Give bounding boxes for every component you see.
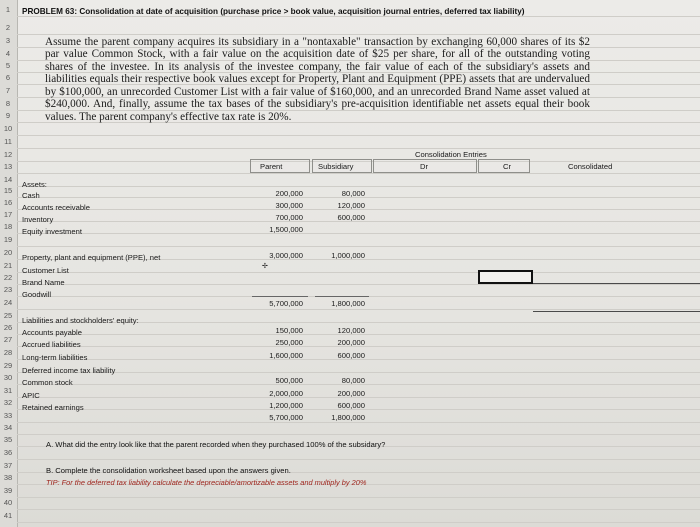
row-number: 31 <box>3 386 13 395</box>
cr-header: Cr <box>503 162 512 171</box>
row-number: 17 <box>3 210 13 219</box>
parent-total-assets: 5,700,000 <box>269 299 303 308</box>
parent-accrued: 250,000 <box>275 338 303 347</box>
parent-ap: 150,000 <box>275 326 303 335</box>
ar-label: Accounts receivable <box>22 203 90 212</box>
parent-total-le: 5,700,000 <box>269 413 303 422</box>
parent-header: Parent <box>260 162 283 171</box>
goodwill-label: Goodwill <box>22 290 52 299</box>
parent-equity-investment: 1,500,000 <box>269 225 303 234</box>
row-number: 32 <box>3 398 13 407</box>
row-number: 39 <box>3 486 13 495</box>
parent-ar: 300,000 <box>275 201 303 210</box>
row-gridline <box>17 272 700 273</box>
subsidiary-header: Subsidiary <box>318 162 354 171</box>
row-number: 27 <box>3 335 13 344</box>
row-number: 12 <box>3 150 13 159</box>
equity-investment-label: Equity investment <box>22 227 82 236</box>
row-number: 28 <box>3 348 13 357</box>
row-number: 3 <box>5 36 11 45</box>
ppe-label: Property, plant and equipment (PPE), net <box>22 253 161 262</box>
sub-cash: 80,000 <box>341 189 365 198</box>
row-number: 8 <box>5 99 11 108</box>
consolidation-entries-header: Consolidation Entries <box>415 150 487 159</box>
row-gridline <box>17 309 700 310</box>
parent-cash: 200,000 <box>275 189 303 198</box>
row-number: 36 <box>3 448 13 457</box>
problem-paragraph: Assume the parent company acquires its subsidiary in a "nontaxable" transaction by exchanging 60,000 shares of its $2 par value Common Stock, with a fair value on the acquisition date of $25 per share, for all of the outstanding voting shares of the investee. In its analysis of the investee company, the fair value of each of the subsidiary's assets and liabilities equals their respective book values except for Property, Plant and Equipment (PPE) assets that are undervalued by $100,000, an unrecorded Customer List with a fair value of $160,000, and an unrecorded Brand Name asset valued at $240,000. And, finally, assume the tax bases of the subsidiary's pre-acquisition identifiable net assets equal their book values. The parent company's effective tax rate is 20%. <box>45 36 590 123</box>
row-gridline <box>17 522 700 523</box>
row-number: 16 <box>3 198 13 207</box>
dr-header: Dr <box>420 162 429 171</box>
common-stock-label: Common stock <box>22 378 73 387</box>
retained-earnings-label: Retained earnings <box>22 403 84 412</box>
row-number: 33 <box>3 411 13 420</box>
row-number: 29 <box>3 361 13 370</box>
row-number: 7 <box>5 86 11 95</box>
row-number: 18 <box>3 222 13 231</box>
row-gridline <box>17 246 700 247</box>
row-number: 23 <box>3 285 13 294</box>
row-number: 34 <box>3 423 13 432</box>
consolidated-header: Consolidated <box>568 162 613 171</box>
row-gridline <box>17 186 700 187</box>
row-number: 30 <box>3 373 13 382</box>
row-number: 4 <box>5 49 11 58</box>
row-number: 35 <box>3 435 13 444</box>
row-gridline <box>17 434 700 435</box>
row-number: 2 <box>5 23 11 32</box>
row-number: 6 <box>5 73 11 82</box>
assets-label: Assets: <box>22 180 47 189</box>
sub-accrued: 200,000 <box>337 338 365 347</box>
row-number: 25 <box>3 311 13 320</box>
row-gridline <box>17 459 700 460</box>
row-number: 13 <box>3 162 13 171</box>
apic-label: APIC <box>22 391 40 400</box>
row-number: 19 <box>3 235 13 244</box>
sub-ppe: 1,000,000 <box>331 251 365 260</box>
accrued-label: Accrued liabilities <box>22 340 81 349</box>
sub-inventory: 600,000 <box>337 213 365 222</box>
parent-apic: 2,000,000 <box>269 389 303 398</box>
cash-label: Cash <box>22 191 40 200</box>
selected-cell[interactable] <box>478 270 533 284</box>
sub-apic: 200,000 <box>337 389 365 398</box>
row-gridline <box>17 372 700 373</box>
row-gridline <box>17 497 700 498</box>
brand-name-label: Brand Name <box>22 278 65 287</box>
inventory-label: Inventory <box>22 215 54 224</box>
row-number: 14 <box>3 175 13 184</box>
row-number: 11 <box>4 137 12 146</box>
row-number: 21 <box>3 261 13 270</box>
problem-title: PROBLEM 63: Consolidation at date of acquisition (purchase price > book value, acquisition journal entries, deferred tax liability) <box>22 7 525 16</box>
row-number: 9 <box>5 111 11 120</box>
parent-inventory: 700,000 <box>275 213 303 222</box>
parent-ltl: 1,600,000 <box>269 351 303 360</box>
row-number: 38 <box>3 473 13 482</box>
parent-assets-rule <box>252 296 308 297</box>
row-number: 26 <box>3 323 13 332</box>
sub-total-assets: 1,800,000 <box>331 299 365 308</box>
row-number: 22 <box>3 273 13 282</box>
row-number: 41 <box>3 511 13 520</box>
row-gridline <box>17 173 700 174</box>
row-number: 5 <box>5 61 11 70</box>
question-b: B. Complete the consolidation worksheet based upon the answers given. <box>46 466 291 475</box>
ltl-label: Long-term liabilities <box>22 353 88 362</box>
row-number: 24 <box>3 298 13 307</box>
row-number: 20 <box>3 248 13 257</box>
sub-ltl: 600,000 <box>337 351 365 360</box>
row-gridline <box>17 135 700 136</box>
row-number: 10 <box>3 124 13 133</box>
sub-ar: 120,000 <box>337 201 365 210</box>
consolidated-rule-2 <box>533 311 700 312</box>
row-number: 37 <box>3 461 13 470</box>
row-gridline <box>17 34 700 35</box>
row-gridline <box>17 284 700 285</box>
row-gridline <box>17 422 700 423</box>
row-number: 1 <box>5 5 11 14</box>
row-gridline <box>17 233 700 234</box>
row-gridline <box>17 148 700 149</box>
question-a: A. What did the entry look like that the parent recorded when they purchased 100% of the subsidary? <box>46 440 386 449</box>
parent-common: 500,000 <box>275 376 303 385</box>
tip-text: TIP: For the deferred tax liability calculate the depreciable/amortizable assets and multiply by 20% <box>46 478 367 487</box>
liabilities-equity-label: Liabilities and stockholders' equity: <box>22 316 139 325</box>
consolidated-rule-1 <box>533 283 700 284</box>
row-number: 40 <box>3 498 13 507</box>
sub-ap: 120,000 <box>337 326 365 335</box>
sub-re: 600,000 <box>337 401 365 410</box>
customer-list-label: Customer List <box>22 266 69 275</box>
dtl-label: Deferred income tax liability <box>22 366 116 375</box>
sub-common: 80,000 <box>341 376 365 385</box>
ap-label: Accounts payable <box>22 328 82 337</box>
row-number: 15 <box>3 186 13 195</box>
sub-assets-rule <box>315 296 369 297</box>
sub-total-le: 1,800,000 <box>331 413 365 422</box>
row-gridline <box>17 509 700 510</box>
parent-re: 1,200,000 <box>269 401 303 410</box>
parent-ppe: 3,000,000 <box>269 251 303 260</box>
row-gridline <box>17 16 700 17</box>
cell-cursor-mark-icon: ✢ <box>262 263 268 270</box>
